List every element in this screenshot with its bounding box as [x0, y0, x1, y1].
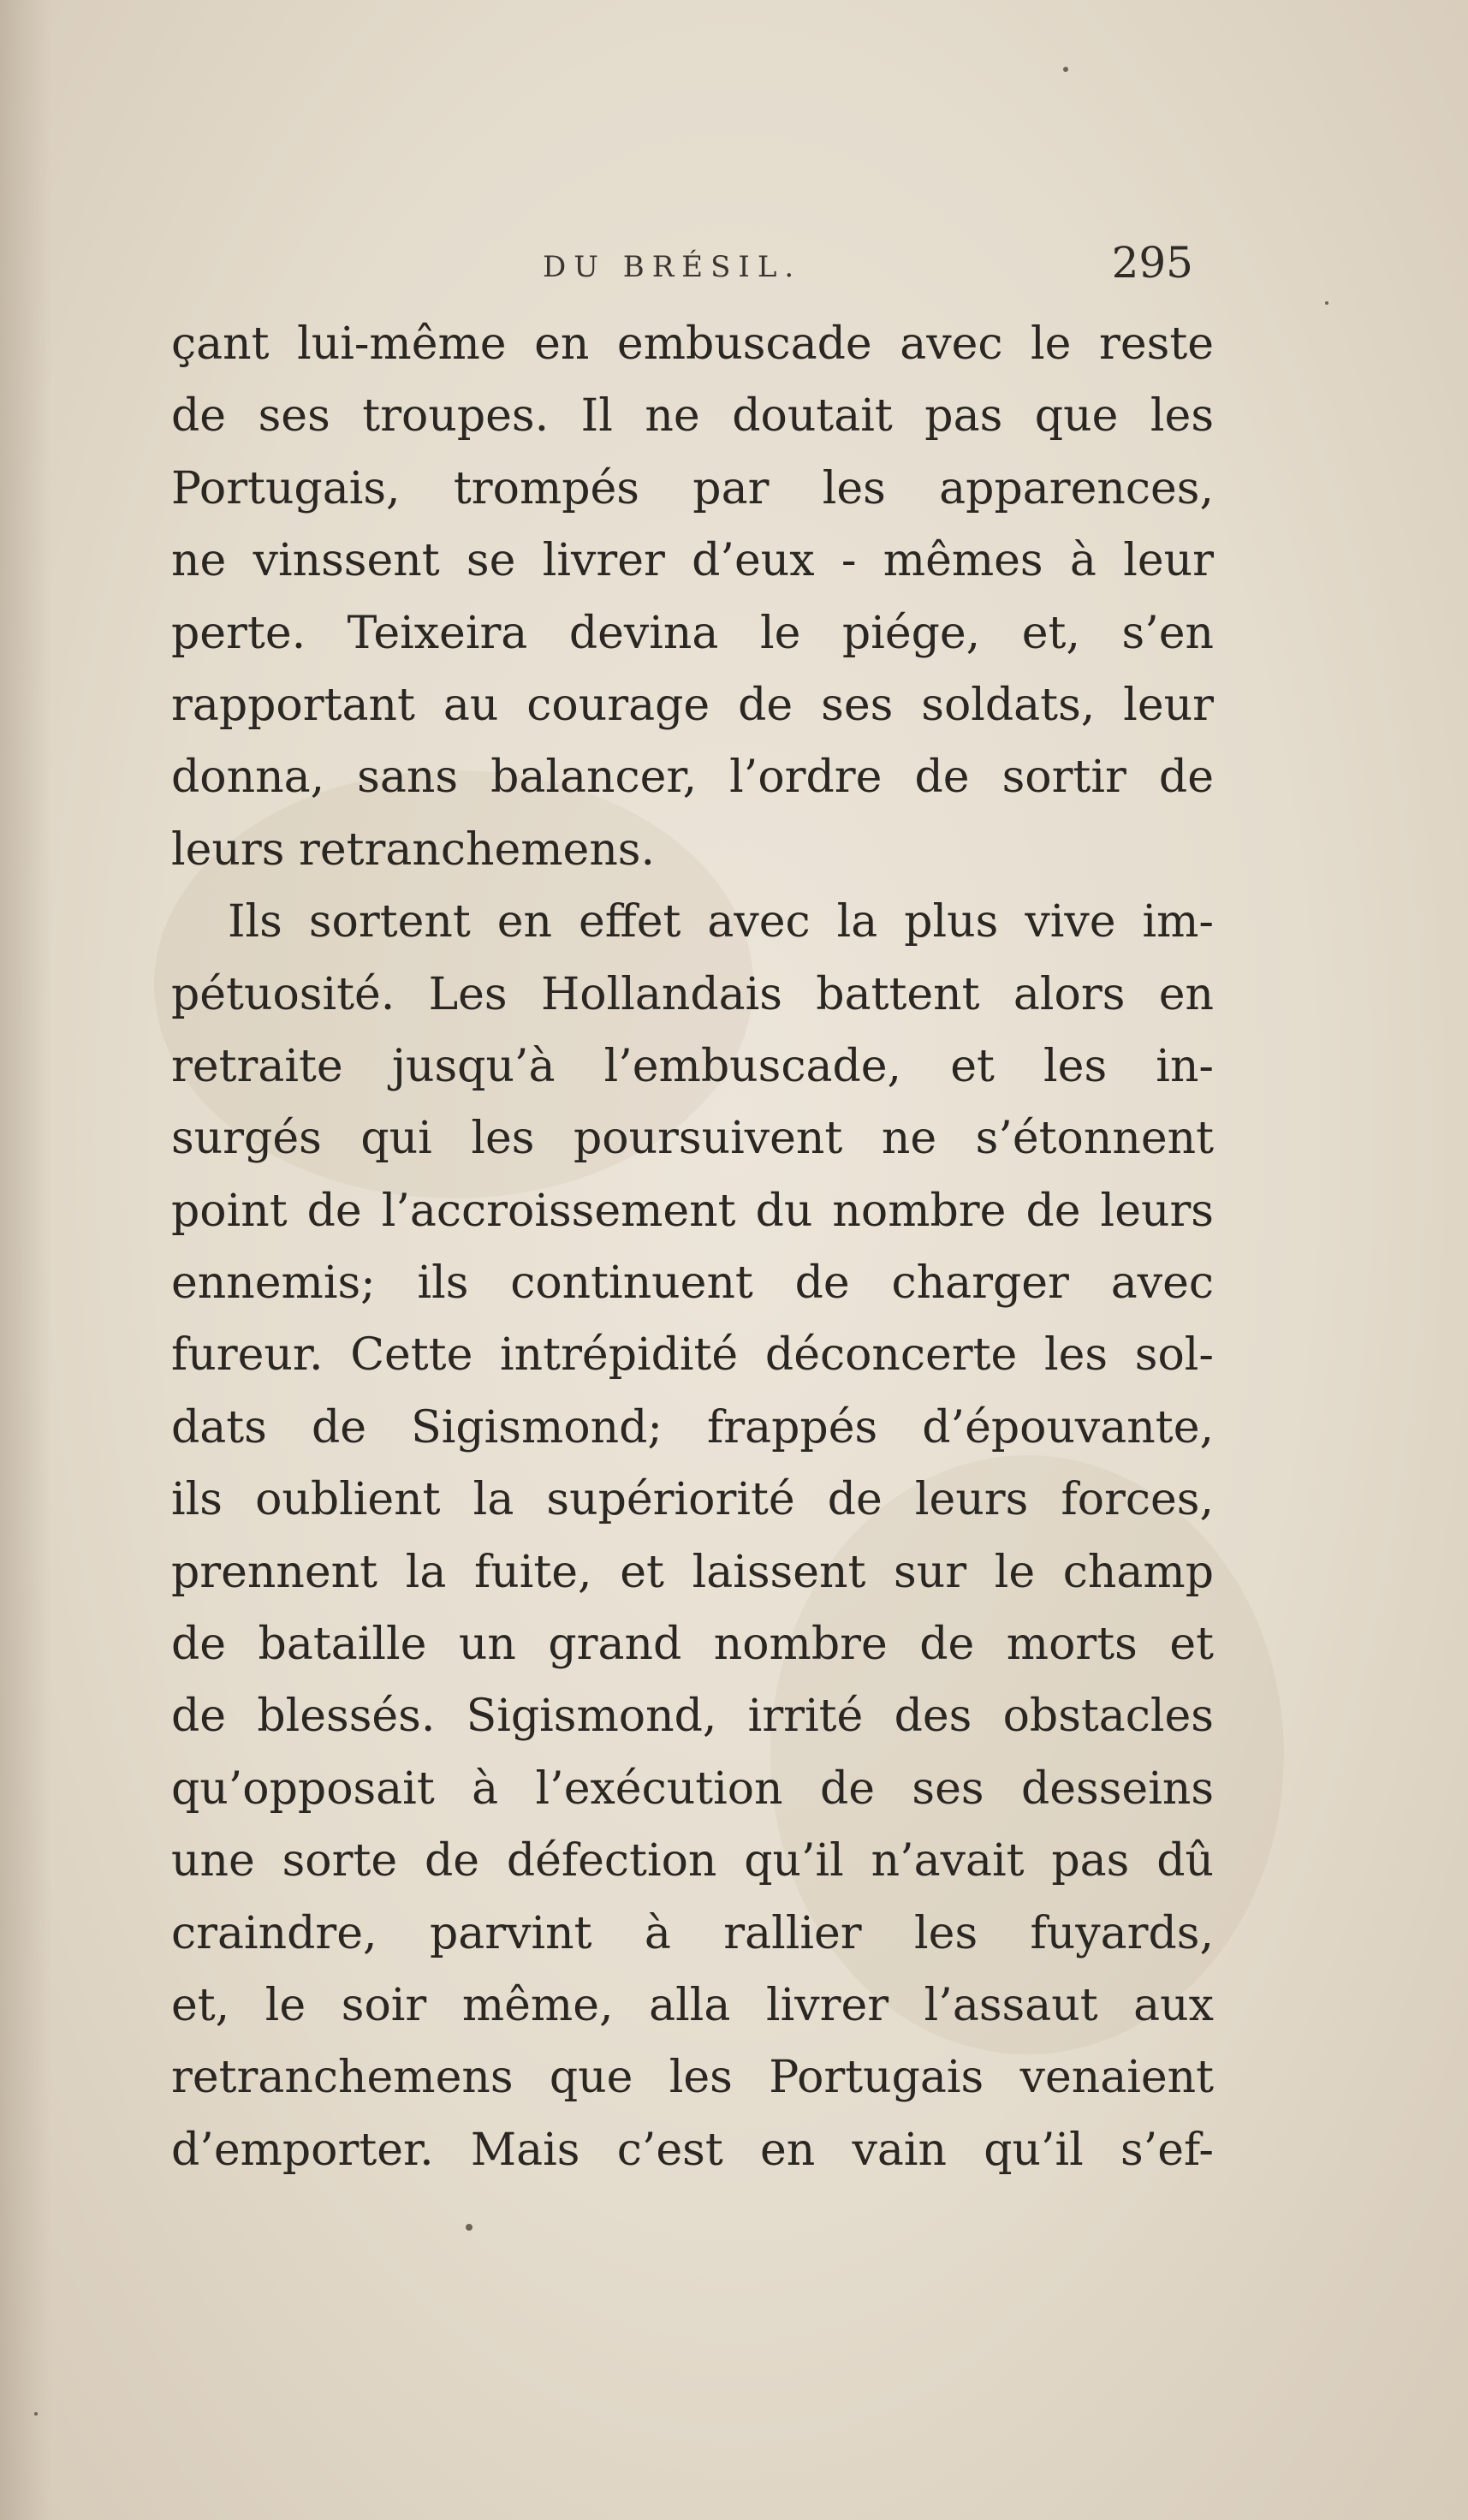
- paragraph-first-line: Ils sortent en effet avec la plus vive im-: [228, 896, 1214, 948]
- text-line: leurs retranchemens.: [171, 823, 656, 876]
- text-line: et, le soir même, alla livrer l’assaut aux: [171, 1979, 1214, 2031]
- text-line: d’emporter. Mais c’est en vain qu’il s’ef-: [171, 2124, 1214, 2176]
- text-line: Portugais, trompés par les apparences,: [171, 462, 1214, 514]
- text-line: surgés qui les poursuivent ne s’étonnent: [171, 1113, 1214, 1165]
- text-line: retraite jusqu’à l’embuscade, et les in-: [171, 1040, 1214, 1092]
- paper-speck: [466, 2224, 472, 2231]
- text-line: perte. Teixeira devina le piége, et, s’en: [171, 607, 1214, 659]
- text-line: point de l’accroissement du nombre de leurs: [171, 1185, 1214, 1237]
- text-line: de blessés. Sigismond, irrité des obstacles: [171, 1691, 1214, 1743]
- text-line: craindre, parvint à rallier les fuyards,: [171, 1907, 1214, 1959]
- text-line: de ses troupes. Il ne doutait pas que les: [171, 390, 1214, 443]
- text-line: de bataille un grand nombre de morts et: [171, 1619, 1214, 1671]
- page-number: 295: [1111, 238, 1193, 288]
- running-title: DU BRÉSIL.: [543, 250, 802, 284]
- running-head: [171, 238, 1214, 301]
- text-line: pétuosité. Les Hollandais battent alors en: [171, 968, 1214, 1020]
- text-line: retranchemens que les Portugais venaient: [171, 2052, 1214, 2104]
- text-line: ne vinssent se livrer d’eux - mêmes à leur: [171, 535, 1214, 587]
- paper-speck: [34, 2412, 38, 2416]
- text-line: ils oublient la supériorité de leurs forces,: [171, 1474, 1214, 1526]
- text-line: donna, sans balancer, l’ordre de sortir de: [171, 752, 1214, 804]
- text-line: dats de Sigismond; frappés d’épouvante,: [171, 1401, 1214, 1453]
- paper-speck: [1063, 67, 1068, 72]
- text-line: çant lui-même en embuscade avec le reste: [171, 318, 1214, 370]
- binding-shadow: [0, 0, 51, 2520]
- text-line: prennent la fuite, et laissent sur le champ: [171, 1546, 1214, 1598]
- text-line: fureur. Cette intrépidité déconcerte les sol-: [171, 1329, 1214, 1382]
- paper-speck: [1325, 301, 1328, 305]
- text-line: ennemis; ils continuent de charger avec: [171, 1257, 1214, 1310]
- text-line: rapportant au courage de ses soldats, leur: [171, 679, 1214, 731]
- body-text: [171, 308, 1214, 2186]
- text-line: une sorte de défection qu’il n’avait pas dû: [171, 1835, 1214, 1887]
- text-line: qu’opposait à l’exécution de ses desseins: [171, 1762, 1214, 1815]
